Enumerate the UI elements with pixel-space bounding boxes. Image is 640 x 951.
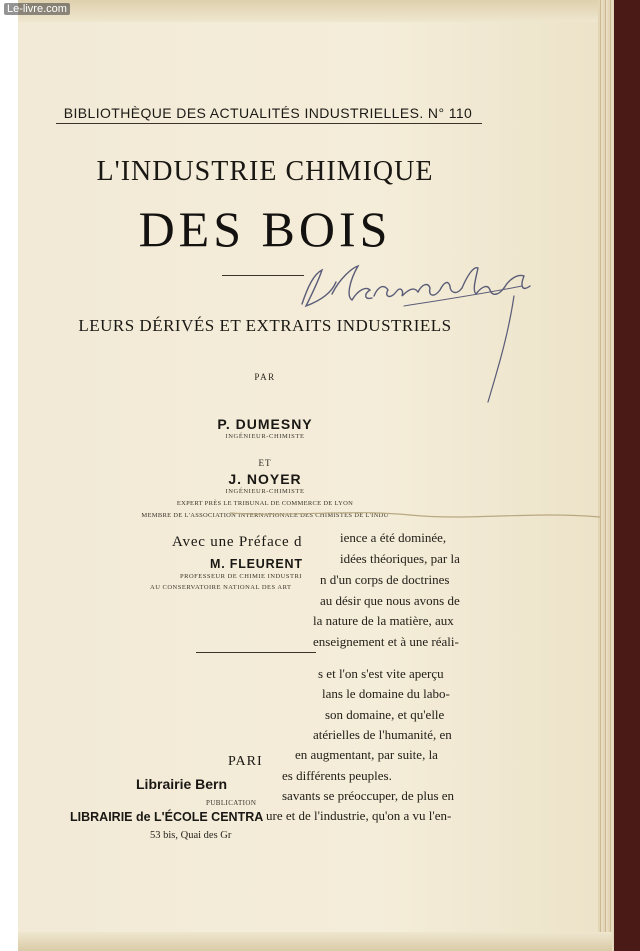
city: PARI (228, 754, 263, 769)
second-page-line: savants se préoccuper, de plus en (282, 788, 455, 803)
title-line-2: DES BOIS (138, 201, 392, 257)
par-label: PAR (254, 372, 276, 382)
handwritten-signature-icon (292, 256, 542, 406)
second-page-line: lans le domaine du labo- (322, 686, 450, 701)
page-bottom-edge (18, 932, 612, 951)
publisher-1: Librairie Bern (136, 776, 228, 792)
et-label: ET (258, 458, 272, 468)
preface-label: Avec une Préface d (172, 534, 303, 550)
page-stack-edge (598, 0, 614, 951)
watermark: Le-livre.com (4, 3, 70, 15)
second-page-line: son domaine, et qu'elle (325, 707, 445, 722)
series-rule (56, 123, 482, 124)
second-page-line: ure et de l'industrie, qu'on a vu l'en- (266, 808, 452, 823)
preface-role-2: AU CONSERVATOIRE NATIONAL DES ART (150, 584, 292, 591)
second-page-line: enseignement et à une réali- (313, 634, 459, 649)
background-edge (612, 0, 640, 951)
second-page-line: es différents peuples. (282, 768, 392, 783)
publisher-2: LIBRAIRIE de L'ÉCOLE CENTRA (70, 810, 264, 824)
preface-author: M. FLEURENT (210, 557, 303, 571)
author-2: J. NOYER (228, 471, 302, 487)
second-page-line: n d'un corps de doctrines (320, 572, 450, 587)
second-page-line: en augmentant, par suite, la (295, 747, 438, 762)
imprint-rule (196, 652, 316, 653)
subtitle: LEURS DÉRIVÉS ET EXTRAITS INDUSTRIELS (78, 316, 452, 335)
second-page-line: ience a été dominée, (340, 530, 447, 545)
author-2-role-3: MEMBRE DE L'ASSOCIATION INTERNATIONALE DES CHIMISTES DE L'INDU (141, 512, 389, 519)
publication-label: PUBLICATION (206, 799, 257, 807)
title-line-1: L'INDUSTRIE CHIMIQUE (96, 156, 434, 187)
second-page-line: la nature de la matière, aux (313, 613, 454, 628)
second-page-line: atérielles de l'humanité, en (313, 727, 452, 742)
second-page-line: s et l'on s'est vite aperçu (318, 666, 444, 681)
series-title: BIBLIOTHÈQUE DES ACTUALITÉS INDUSTRIELLES. N° 110 (63, 105, 473, 121)
page-top-edge (18, 0, 612, 22)
author-2-role-2: EXPERT PRÈS LE TRIBUNAL DE COMMERCE DE LYON (176, 500, 354, 507)
preface-role-1: PROFESSEUR DE CHIMIE INDUSTRI (180, 573, 302, 580)
publisher-address: 53 bis, Quai des Gr (150, 830, 232, 841)
author-1: P. DUMESNY (217, 416, 313, 432)
second-page-line: au désir que nous avons de (320, 593, 460, 608)
tear-edge (230, 505, 600, 525)
second-page-line: idées théoriques, par la (340, 551, 460, 566)
author-1-role: INGÉNIEUR-CHIMISTE (225, 433, 305, 440)
author-2-role-1: INGÉNIEUR-CHIMISTE (225, 488, 305, 495)
